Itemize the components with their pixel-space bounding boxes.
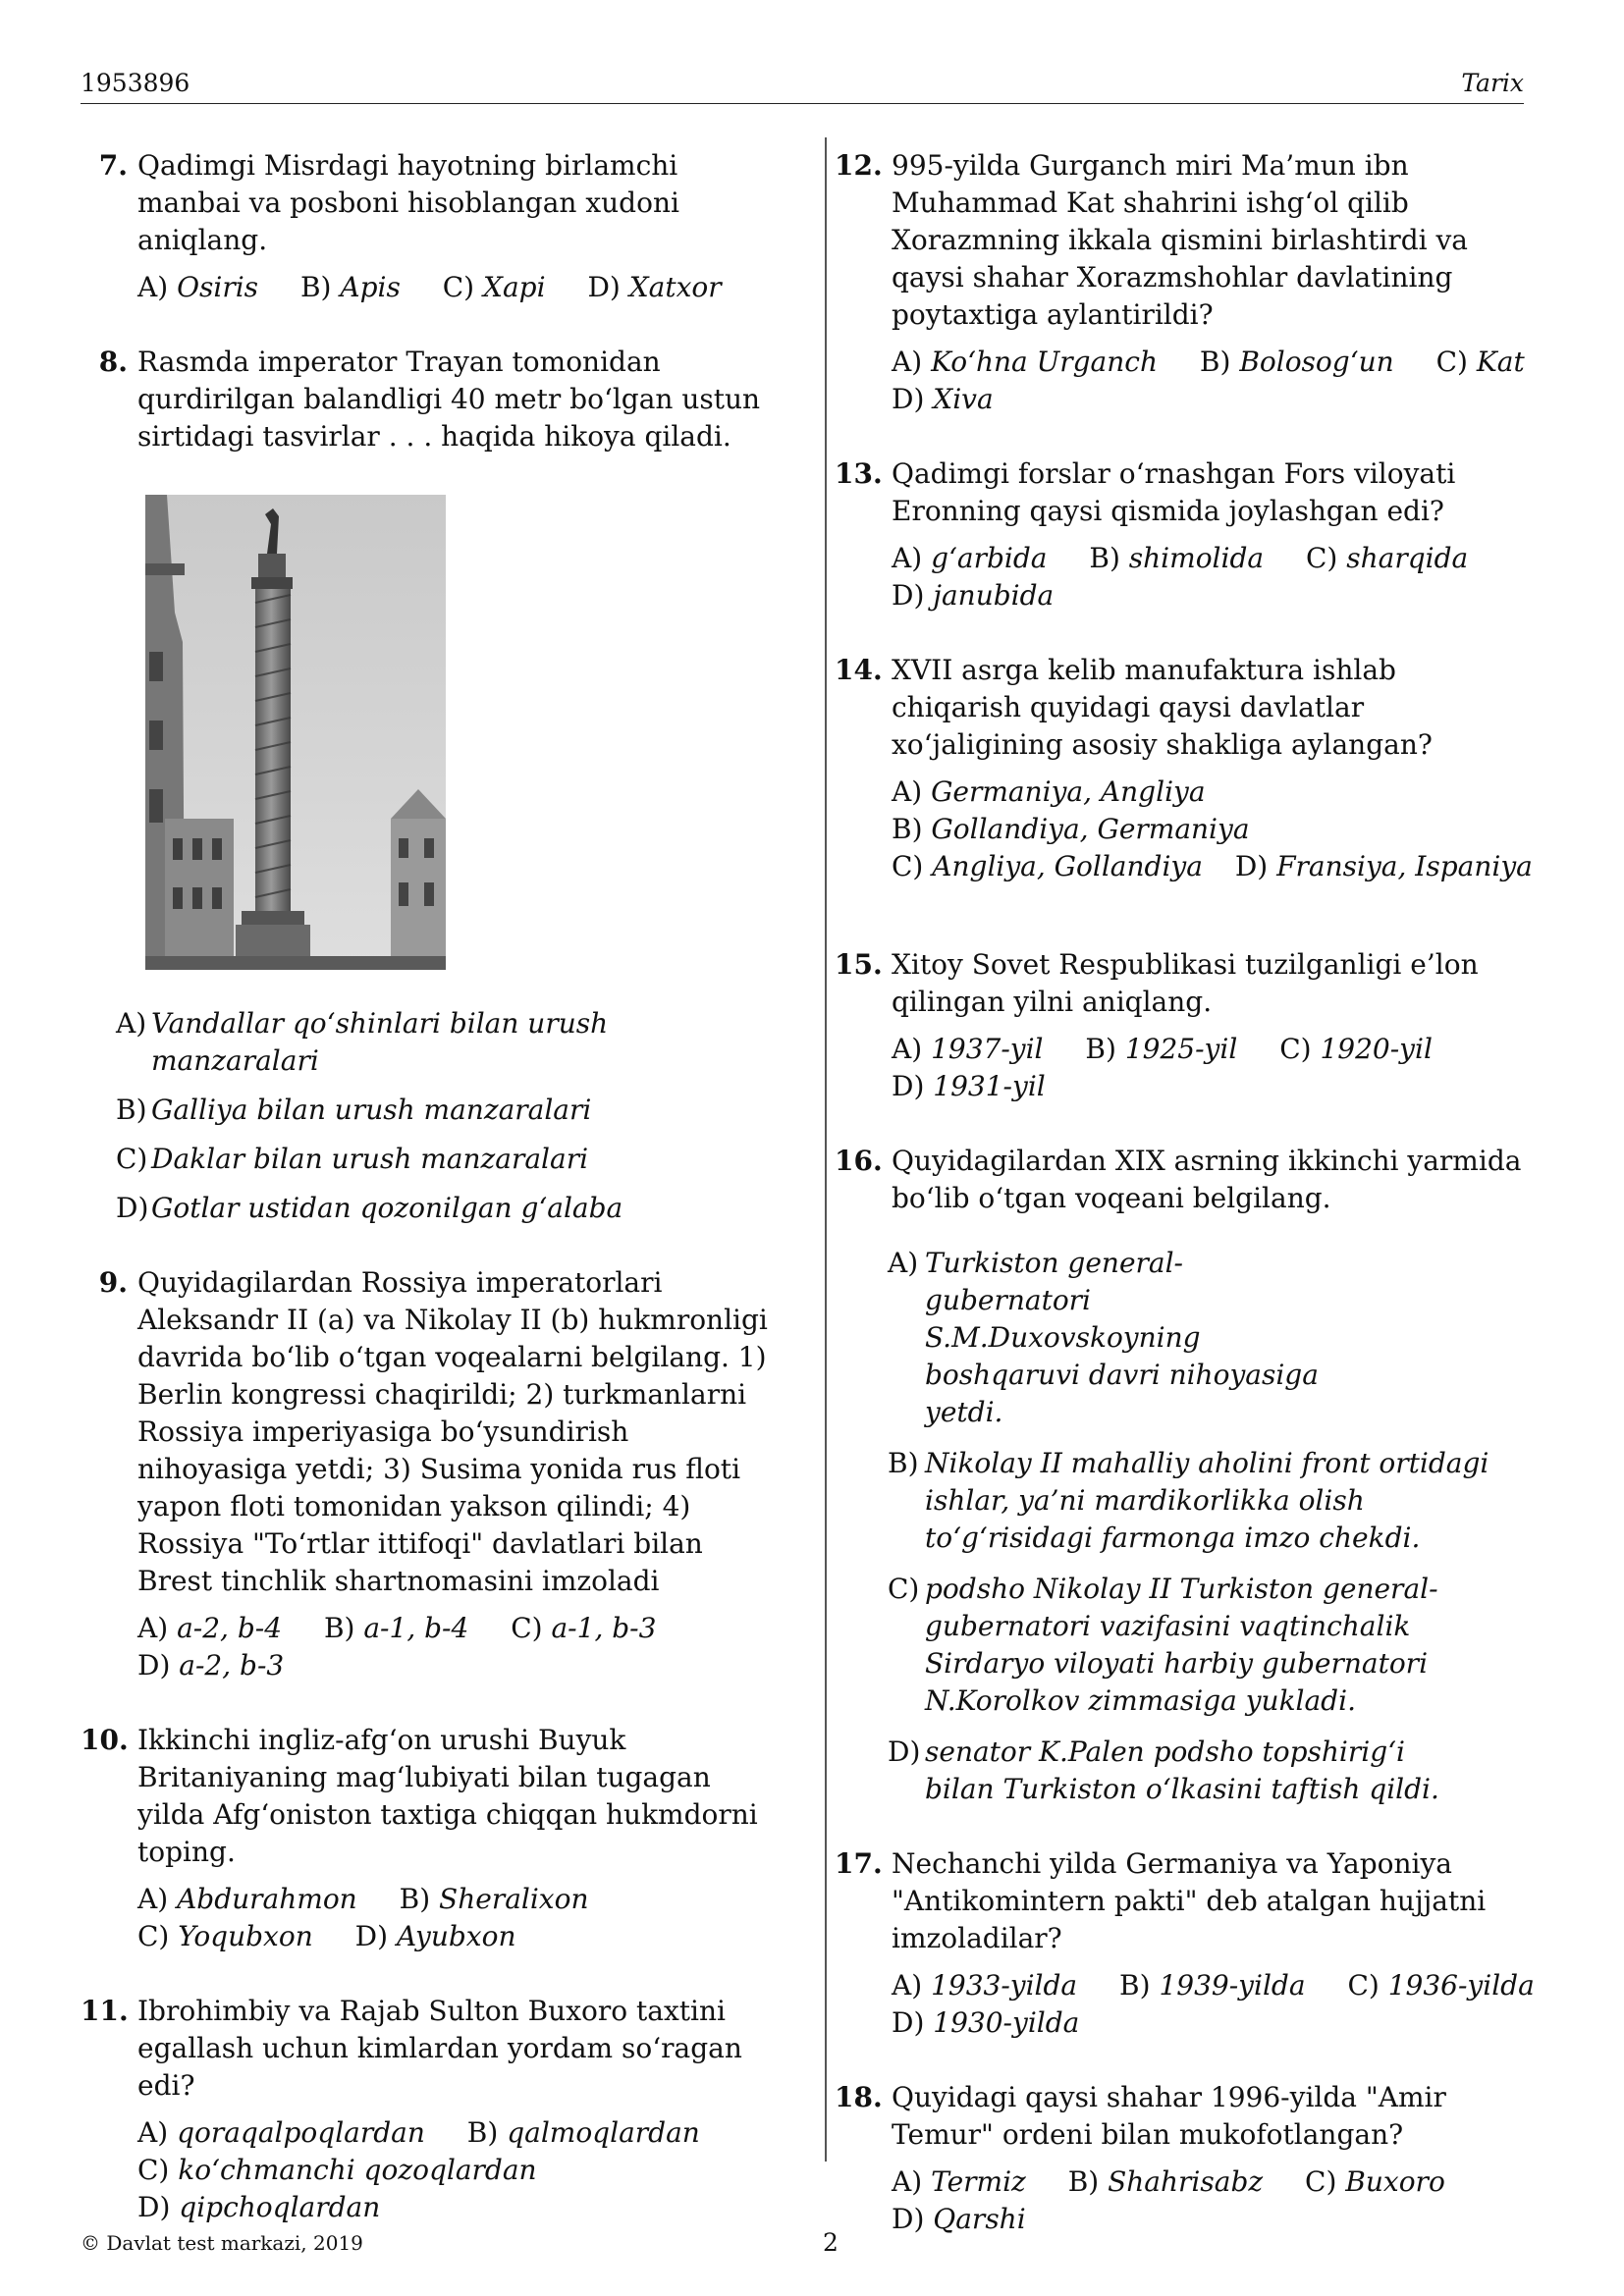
question-stem: Qadimgi Misrdagi hayotning birlamchi manbai va posboni hisoblangan xudoni aniqlang. xyxy=(137,149,679,256)
option-d[interactable]: D) a-2, b-3 xyxy=(137,1649,285,1682)
answer-options xyxy=(116,1005,768,1227)
option-d[interactable]: D) 1931-yil xyxy=(892,1070,1046,1102)
page-number: 2 xyxy=(823,2228,839,2257)
option-b[interactable]: B) a-1, b-4 xyxy=(323,1612,469,1644)
left-column xyxy=(81,147,768,2264)
question-stem: Rasmda imperator Trayan tomonidan qurdirilgan balandligi 40 metr bo‘lgan ustun sirtidagi tasvirlar . . . haqida hikoya qiladi. xyxy=(137,346,761,453)
question-number: 9. xyxy=(98,1266,128,1299)
option-d[interactable]: D) Xatxor xyxy=(587,271,722,303)
subject-title: Tarix xyxy=(1461,69,1524,97)
question-10 xyxy=(81,1722,768,1955)
option-b[interactable]: B) Sheralixon xyxy=(399,1883,589,1915)
option-c[interactable]: C) 1920-yil xyxy=(1279,1033,1433,1065)
question-number: 10. xyxy=(81,1724,129,1756)
option-b[interactable]: B) Apis xyxy=(299,271,401,303)
header-rule xyxy=(81,103,1524,104)
exam-code: 1953896 xyxy=(81,69,190,97)
option-c[interactable]: C) Kat xyxy=(1435,346,1525,378)
option-d[interactable]: D) qipchoqlardan xyxy=(137,2191,381,2223)
option-c[interactable]: C) Yoqubxon xyxy=(137,1920,313,1952)
option-d[interactable]: D) 1930-yilda xyxy=(892,2006,1080,2039)
question-18 xyxy=(835,2079,1527,2238)
option-c[interactable]: C) Xapi xyxy=(442,271,546,303)
option-b[interactable]: B) shimolida xyxy=(1089,542,1265,574)
option-a[interactable]: A) 1933-yilda xyxy=(892,1969,1078,2002)
option-a[interactable]: A) Osiris xyxy=(137,271,259,303)
option-b[interactable]: B) Galliya bilan urush manzaralari xyxy=(116,1094,592,1126)
answer-options xyxy=(882,540,1527,614)
question-17 xyxy=(835,1845,1535,2042)
option-a[interactable]: A) Ko‘hna Urganch xyxy=(892,346,1158,378)
question-stem: 995-yilda Gurganch miri Ma’mun ibn Muhammad Kat shahrini ishg‘ol qilib Xorazmning ikkala qismini birlashtirdi va qaysi shahar Xorazmshohlar davlatining poytaxtiga aylantirildi? xyxy=(892,149,1468,331)
question-stem: Ibrohimbiy va Rajab Sulton Buxoro taxtini egallash uchun kimlardan yordam so‘ragan edi? xyxy=(137,1995,742,2102)
option-c[interactable]: C) podsho Nikolay II Turkiston general-gubernatori vazifasini vaqtinchalik Sirdaryo viloyati harbiy gubernatori N.Korolkov zimmasiga yukladi. xyxy=(888,1573,1438,1717)
answer-options xyxy=(882,774,1533,885)
option-c[interactable]: C) sharqida xyxy=(1305,542,1469,574)
question-number: 14. xyxy=(835,654,883,686)
question-9 xyxy=(81,1264,768,1684)
question-number: 15. xyxy=(835,948,883,981)
option-b[interactable]: B) 1925-yil xyxy=(1085,1033,1238,1065)
question-number: 13. xyxy=(835,457,883,490)
answer-options xyxy=(128,269,768,306)
option-c[interactable]: C) 1936-yilda xyxy=(1347,1969,1535,2002)
option-c[interactable]: C) Buxoro xyxy=(1305,2165,1445,2198)
option-b[interactable]: B) Shahrisabz xyxy=(1067,2165,1264,2198)
question-8 xyxy=(81,344,768,1227)
answer-options xyxy=(128,1610,768,1684)
answer-options xyxy=(128,2114,768,2226)
question-16 xyxy=(835,1143,1527,1808)
option-a[interactable]: A) 1937-yil xyxy=(892,1033,1044,1065)
option-a[interactable]: A) g‘arbida xyxy=(892,542,1048,574)
option-d[interactable]: D) senator K.Palen podsho topshirig‘i bilan Turkiston o‘lkasini taftish qildi. xyxy=(888,1735,1439,1805)
question-number: 16. xyxy=(835,1145,883,1177)
option-c[interactable]: C) Angliya, Gollandiya xyxy=(892,850,1203,882)
question-number: 17. xyxy=(835,1847,883,1880)
answer-options xyxy=(882,1031,1527,1105)
question-stem: Quyidagilardan XIX asrning ikkinchi yarmida bo‘lib o‘tgan voqeani belgilang. xyxy=(892,1145,1522,1214)
trajan-column-photo xyxy=(145,495,446,970)
answer-options xyxy=(128,1881,768,1955)
answer-options xyxy=(882,1967,1535,2042)
option-b[interactable]: B) Gollandiya, Germaniya xyxy=(892,813,1250,845)
option-d[interactable]: D) Ayubxon xyxy=(354,1920,516,1952)
option-d[interactable]: D) Xiva xyxy=(892,383,994,415)
option-d[interactable]: D) janubida xyxy=(892,579,1055,612)
option-a[interactable]: A) Turkiston general-gubernatori S.M.Duxovskoyning boshqaruvi davri nihoyasiga yetdi. xyxy=(888,1247,1319,1428)
answer-options xyxy=(882,2163,1527,2238)
option-d[interactable]: D) Gotlar ustidan qozonilgan g‘alaba xyxy=(116,1192,623,1224)
option-c[interactable]: C) a-1, b-3 xyxy=(511,1612,657,1644)
question-15 xyxy=(835,946,1527,1105)
option-d[interactable]: D) Fransiya, Ispaniya xyxy=(1234,850,1533,882)
option-c[interactable]: C) ko‘chmanchi qozoqlardan xyxy=(137,2154,537,2186)
option-b[interactable]: B) Nikolay II mahalliy aholini front ortidagi ishlar, ya’ni mardikorlikka olish to‘g‘risidagi farmonga imzo chekdi. xyxy=(888,1447,1489,1554)
question-14 xyxy=(835,652,1533,885)
question-number: 11. xyxy=(81,1995,129,2027)
option-b[interactable]: B) 1939-yilda xyxy=(1119,1969,1306,2002)
question-11 xyxy=(81,1993,768,2226)
option-a[interactable]: A) Vandallar qo‘shinlari bilan urush manzaralari xyxy=(116,1007,609,1077)
question-stem: Xitoy Sovet Respublikasi tuzilganligi e’lon qilingan yilni aniqlang. xyxy=(892,948,1479,1018)
question-stem: Qadimgi forslar o‘rnashgan Fors viloyati Eronning qaysi qismida joylashgan edi? xyxy=(892,457,1456,527)
right-column xyxy=(835,147,1535,2275)
question-stem: XVII asrga kelib manufaktura ishlab chiqarish quyidagi qaysi davlatlar xo‘jaligining asosiy shakliga aylangan? xyxy=(892,654,1433,761)
answer-options xyxy=(888,1245,1527,1808)
question-7 xyxy=(81,147,768,306)
copyright-notice: © Davlat test markazi, 2019 xyxy=(81,2231,363,2255)
column-divider xyxy=(825,137,827,2162)
question-13 xyxy=(835,455,1527,614)
option-a[interactable]: A) qoraqalpoqlardan xyxy=(137,2116,425,2149)
option-b[interactable]: B) Bolosog‘un xyxy=(1199,346,1394,378)
option-a[interactable]: A) Termiz xyxy=(892,2165,1026,2198)
answer-options xyxy=(882,344,1527,418)
question-number: 12. xyxy=(835,149,883,182)
question-number: 8. xyxy=(98,346,128,378)
option-a[interactable]: A) Abdurahmon xyxy=(137,1883,357,1915)
question-stem: Quyidagilardan Rossiya imperatorlari Aleksandr II (a) va Nikolay II (b) hukmronligi davrida bo‘lib o‘tgan voqealarni belgilang. 1) Berlin kongressi chaqirildi; 2) turkmanlarni Rossiya imperiyasiga bo‘ysundirish nihoyasiga yetdi; 3) Susima yonida rus floti yapon floti tomonidan yakson qilindi; 4) Rossiya "To‘rtlar ittifoqi" davlatlari bilan Brest tinchlik shartnomasini imzoladi xyxy=(137,1266,768,1597)
question-number: 18. xyxy=(835,2081,883,2113)
question-12 xyxy=(835,147,1527,418)
question-number: 7. xyxy=(98,149,128,182)
question-stem: Quyidagi qaysi shahar 1996-yilda "Amir Temur" ordeni bilan mukofotlangan? xyxy=(892,2081,1446,2151)
option-a[interactable]: A) a-2, b-4 xyxy=(137,1612,283,1644)
option-b[interactable]: B) qalmoqlardan xyxy=(466,2116,700,2149)
option-c[interactable]: C) Daklar bilan urush manzaralari xyxy=(116,1143,589,1175)
question-stem: Ikkinchi ingliz-afg‘on urushi Buyuk Britaniyaning mag‘lubiyati bilan tugagan yilda Afg‘oniston taxtiga chiqqan hukmdorni toping. xyxy=(137,1724,758,1868)
question-stem: Nechanchi yilda Germaniya va Yaponiya "Antikomintern pakti" deb atalgan hujjatni imzoladilar? xyxy=(892,1847,1487,1954)
option-d[interactable]: D) Qarshi xyxy=(892,2203,1026,2235)
option-a[interactable]: A) Germaniya, Angliya xyxy=(892,775,1206,808)
